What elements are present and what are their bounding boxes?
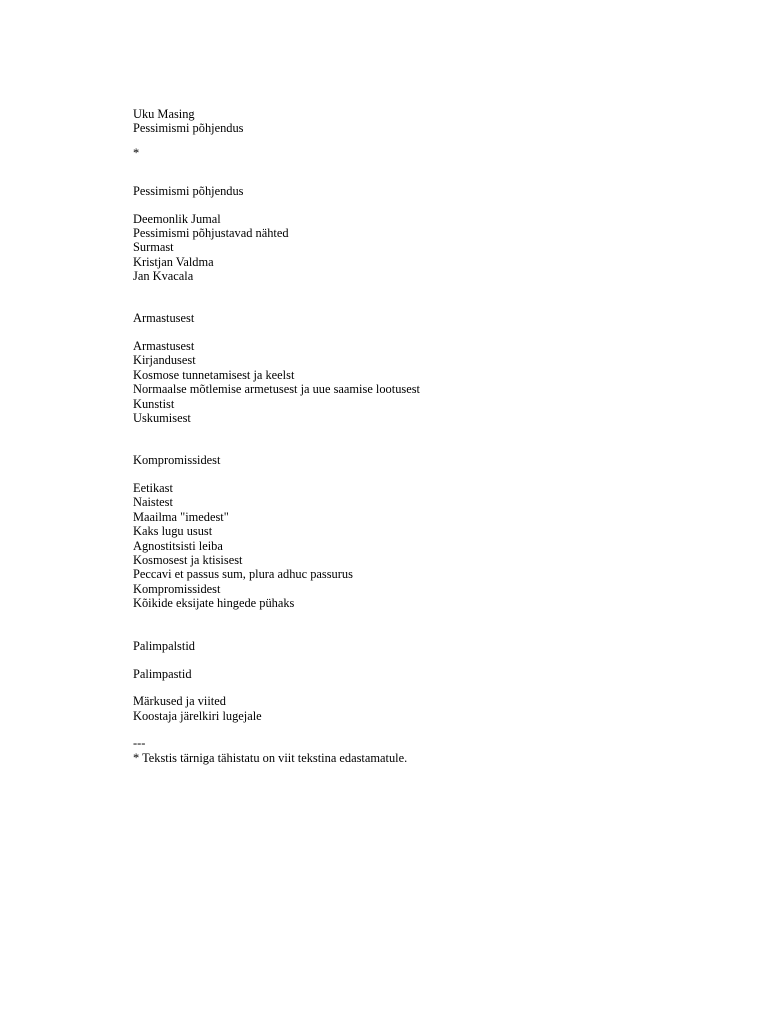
toc-item: Kõikide eksijate hingede pühaks bbox=[133, 596, 295, 611]
document-page bbox=[133, 107, 733, 765]
toc-item: Märkused ja viited bbox=[133, 694, 226, 709]
toc-item: Armastusest bbox=[133, 339, 195, 354]
author-name: Uku Masing bbox=[133, 107, 195, 121]
spacer bbox=[133, 199, 733, 212]
document-title: Pessimismi põhjendus bbox=[133, 121, 244, 136]
toc-item: Kristjan Valdma bbox=[133, 254, 214, 269]
section-subheading: Palimpastid bbox=[133, 666, 192, 681]
spacer bbox=[133, 653, 733, 667]
toc-item: Koostaja järelkiri lugejale bbox=[133, 708, 262, 723]
spacer bbox=[133, 426, 733, 453]
toc-item: Kosmosest ja ktisisest bbox=[133, 552, 243, 567]
spacer bbox=[133, 160, 733, 184]
toc-item: Kosmose tunnetamisest ja keelst bbox=[133, 367, 295, 382]
toc-item: Jan Kvacala bbox=[133, 269, 194, 284]
section-heading: Armastusest bbox=[133, 310, 195, 325]
footnote-text: * Tekstis tärniga tähistatu on viit tekstina edastamatule. bbox=[133, 750, 408, 765]
toc-item: Pessimismi põhjustavad nähted bbox=[133, 226, 289, 241]
spacer bbox=[133, 284, 733, 311]
toc-item: Peccavi et passus sum, plura adhuc passurus bbox=[133, 567, 353, 582]
spacer bbox=[133, 723, 733, 736]
toc-item: Naistest bbox=[133, 495, 173, 510]
toc-item: Surmast bbox=[133, 240, 174, 255]
toc-item: Kompromissidest bbox=[133, 581, 221, 596]
toc-item: Deemonlik Jumal bbox=[133, 211, 221, 226]
toc-item: Kunstist bbox=[133, 396, 175, 411]
spacer bbox=[133, 325, 733, 339]
footnote-separator: --- bbox=[133, 736, 146, 751]
spacer bbox=[133, 467, 733, 481]
asterisk-marker: * bbox=[133, 145, 140, 160]
section-heading: Palimpalstid bbox=[133, 638, 195, 653]
spacer bbox=[133, 681, 733, 694]
toc-item: Maailma "imedest" bbox=[133, 509, 229, 524]
spacer bbox=[133, 611, 733, 639]
spacer bbox=[133, 136, 733, 146]
toc-item: Normaalse mõtlemise armetusest ja uue saamise lootusest bbox=[133, 382, 420, 397]
toc-item: Kirjandusest bbox=[133, 353, 196, 368]
toc-item: Kaks lugu usust bbox=[133, 524, 213, 539]
toc-item: Eetikast bbox=[133, 480, 173, 495]
toc-item: Uskumisest bbox=[133, 411, 191, 426]
toc-item: Agnostitsisti leiba bbox=[133, 538, 223, 553]
section-heading: Kompromissidest bbox=[133, 452, 221, 467]
section-heading: Pessimismi põhjendus bbox=[133, 184, 244, 199]
